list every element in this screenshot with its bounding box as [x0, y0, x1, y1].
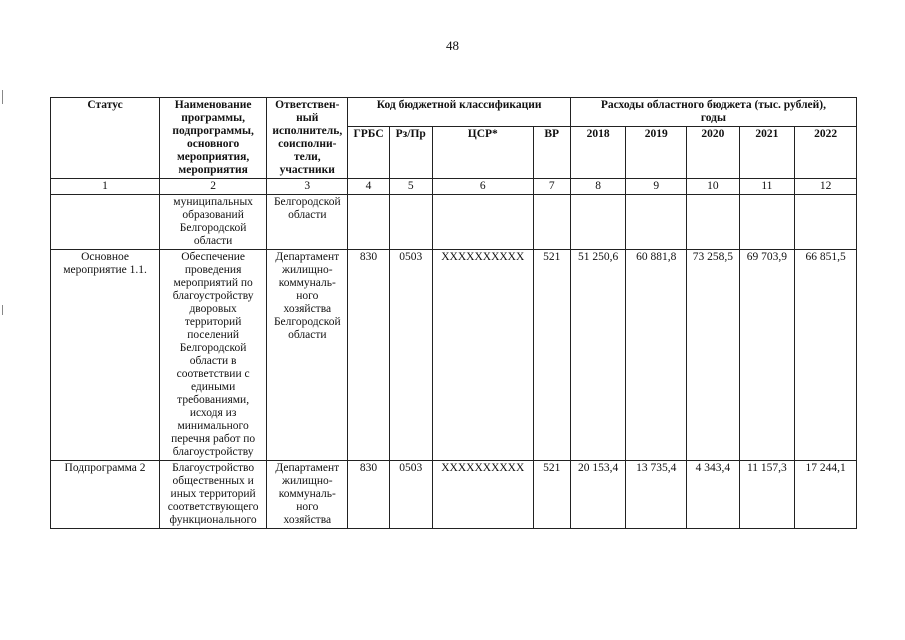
row-status: Подпрограмма 2: [51, 461, 160, 529]
header-expenses: Расходы областного бюджета (тыс. рублей), годы: [570, 98, 856, 127]
row-value-2022: [795, 195, 857, 250]
scan-edge-mark: [2, 305, 3, 315]
row-grbs: 830: [348, 250, 389, 461]
row-rzpr: 0503: [389, 461, 432, 529]
row-responsible: Белгородской области: [267, 195, 348, 250]
scan-edge-mark: [2, 90, 3, 104]
header-year-2021: 2021: [739, 127, 795, 179]
column-number: 5: [389, 179, 432, 195]
row-rzpr: [389, 195, 432, 250]
row-value-2018: 51 250,6: [570, 250, 626, 461]
header-vr: ВР: [533, 127, 570, 179]
header-budget-code: Код бюджетной классификации: [348, 98, 570, 127]
row-value-2021: 11 157,3: [739, 461, 795, 529]
row-vr: 521: [533, 250, 570, 461]
column-number: 8: [570, 179, 626, 195]
row-value-2022: 66 851,5: [795, 250, 857, 461]
column-number: 12: [795, 179, 857, 195]
column-number: 9: [626, 179, 687, 195]
row-value-2021: 69 703,9: [739, 250, 795, 461]
page-number: 48: [446, 38, 459, 53]
header-rzpr: Рз/Пр: [389, 127, 432, 179]
row-status: [51, 195, 160, 250]
row-name: Благоустройство общественных и иных территорий соответствующего функционального: [160, 461, 267, 529]
row-value-2018: [570, 195, 626, 250]
row-value-2020: 4 343,4: [687, 461, 739, 529]
column-number: 11: [739, 179, 795, 195]
row-grbs: 830: [348, 461, 389, 529]
header-responsible: Ответствен- ный исполнитель, соисполни- тели, участники: [267, 98, 348, 179]
row-rzpr: 0503: [389, 250, 432, 461]
header-year-2022: 2022: [795, 127, 857, 179]
header-name: Наименование программы, подпрограммы, основного мероприятия, мероприятия: [160, 98, 267, 179]
row-responsible: Департамент жилищно- коммуналь- ного хозяйства: [267, 461, 348, 529]
row-vr: 521: [533, 461, 570, 529]
header-year-2020: 2020: [687, 127, 739, 179]
row-value-2022: 17 244,1: [795, 461, 857, 529]
column-number: 3: [267, 179, 348, 195]
table-row: [51, 195, 857, 250]
header-row-1: [51, 98, 857, 127]
row-value-2019: 13 735,4: [626, 461, 687, 529]
row-csr: XXXXXXXXXX: [432, 461, 533, 529]
row-name: муниципальных образований Белгородской области: [160, 195, 267, 250]
row-value-2021: [739, 195, 795, 250]
table-row: [51, 250, 857, 461]
row-grbs: [348, 195, 389, 250]
table-row: [51, 461, 857, 529]
row-csr: XXXXXXXXXX: [432, 250, 533, 461]
header-grbs: ГРБС: [348, 127, 389, 179]
budget-table: [50, 97, 857, 529]
column-number: 2: [160, 179, 267, 195]
row-name: Обеспечение проведения мероприятий по благоустройству дворовых территорий поселений Белгородской области в соответствии с едиными требованиями, исходя из минимального перечня работ по благоустройству: [160, 250, 267, 461]
column-number: 7: [533, 179, 570, 195]
row-value-2020: 73 258,5: [687, 250, 739, 461]
column-number: 1: [51, 179, 160, 195]
row-value-2019: 60 881,8: [626, 250, 687, 461]
header-year-2019: 2019: [626, 127, 687, 179]
row-vr: [533, 195, 570, 250]
row-responsible: Департамент жилищно- коммуналь- ного хозяйства Белгородской области: [267, 250, 348, 461]
header-status: Статус: [51, 98, 160, 179]
column-number: 10: [687, 179, 739, 195]
column-number-row: [51, 179, 857, 195]
row-csr: [432, 195, 533, 250]
header-csr: ЦСР*: [432, 127, 533, 179]
row-value-2019: [626, 195, 687, 250]
row-status: Основное мероприятие 1.1.: [51, 250, 160, 461]
column-number: 4: [348, 179, 389, 195]
header-year-2018: 2018: [570, 127, 626, 179]
row-value-2018: 20 153,4: [570, 461, 626, 529]
row-value-2020: [687, 195, 739, 250]
column-number: 6: [432, 179, 533, 195]
